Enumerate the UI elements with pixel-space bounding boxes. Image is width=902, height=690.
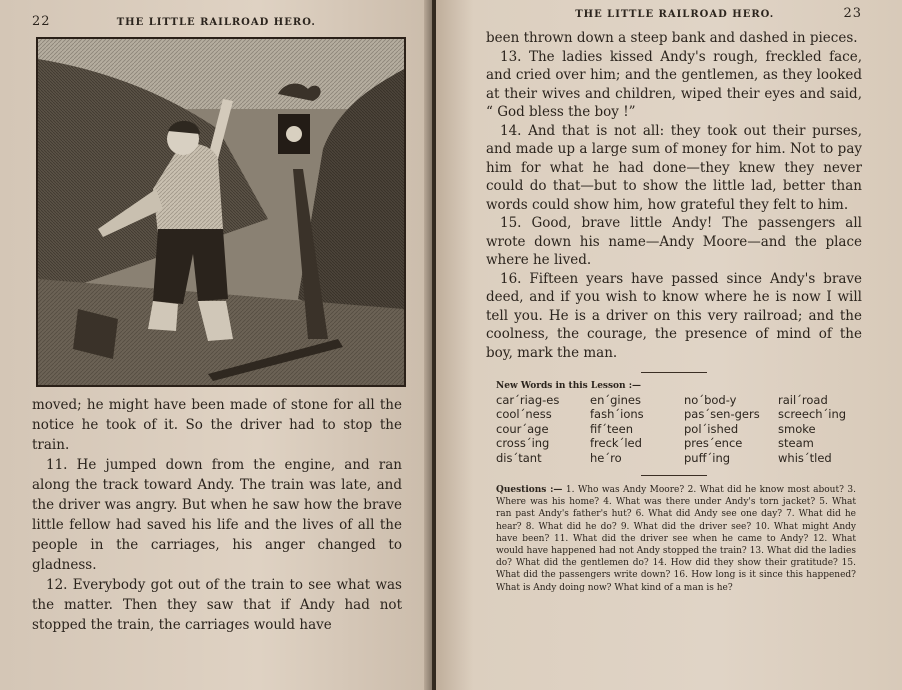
right-page [436,0,902,690]
right-running-title: THE LITTLE RAILROAD HERO. [575,9,775,20]
paragraph-13: 13. The ladies kissed Andy's rough, freckled face, and cried over him; and the gentlemen, as they looked at their wives and children, wiped their eyes and said, “ God bless the boy !” [486,48,862,120]
new-word: en´gines [590,393,641,407]
new-word: dis´tant [496,450,542,465]
section-divider [641,475,707,476]
left-running-title: THE LITTLE RAILROAD HERO. [116,17,316,28]
paragraph-12-continued: been thrown down a steep bank and dashed in pieces. [486,30,858,46]
new-word: smoke [778,421,816,436]
new-word: pol´ished [684,421,739,436]
new-word: steam [778,436,814,451]
paragraph-10-continued: moved; he might have been made of stone for all the notice he took of it. So the driver had to stop the train. [32,397,402,453]
left-page-number: 22 [32,14,51,29]
boy-stopping-train-engraving [38,39,404,385]
new-word: fash´ions [590,407,644,422]
right-running-head [486,6,862,21]
new-word: whis´tled [778,450,832,465]
questions-text: 1. Who was Andy Moore? 2. What did he know most about? 3. Where was his home? 4. What was there under Andy's torn jacket? 5. What ran past Andy's father's hut? 6. What did Andy see one day? 7. What did he hear? 8. What did he do? 9. What did the driver see? 10. What might Andy have been? 11. What did the driver see when he came to Andy? 12. What would have happened had not Andy stopped the train? 13. What did the ladies do? What did the gentlemen do? 14. How did they show their gratitude? 15. What did the passengers write down? 16. How long is it since this happened? What is Andy doing now? What kind of a man is he? [496,485,856,593]
new-word: cool´ness [496,407,552,422]
engraving-illustration [36,37,406,387]
right-page-number: 23 [843,6,862,21]
paragraph-14: 14. And that is not all: they took out their purses, and made up a large sum of money for him. Not to pay him for what he had done—they knew they never could do that—but to show the little lad, better than words could show him, how grateful they felt to him. [486,122,862,213]
right-page-text [486,29,862,362]
new-word: screech´ing [778,407,847,422]
new-words-list [496,393,862,465]
left-page-text [32,395,402,635]
new-words-title: New Words in this Lesson :— [496,381,642,391]
questions-block [496,484,856,594]
questions-label: Questions :— [496,485,563,496]
new-word: car´riag-es [496,393,560,407]
new-word: he´ro [590,450,622,465]
section-divider [641,372,707,373]
left-page [0,0,432,690]
new-word: cross´ing [496,436,550,451]
paragraph-11: 11. He jumped down from the engine, and ran along the track toward Andy. The train was late, and the driver was angry. But when he saw how the brave little fellow had saved his life and the lives of all the people in the carriages, his anger changed to gladness. [32,457,402,573]
new-word: puff´ing [684,450,731,465]
paragraph-16: 16. Fifteen years have passed since Andy's brave deed, and if you wish to know where he is now I will tell you. He is a driver on this very railroad; and the coolness, the courage, the presence of mind of the boy, mark the man. [486,270,862,361]
left-running-head [32,14,402,29]
new-word: no´bod-y [684,393,737,407]
paragraph-12: 12. Everybody got out of the train to see what was the matter. Then they saw that if Andy had not stopped the train, the carriages would have [32,577,402,633]
new-word: rail´road [778,393,828,407]
new-word: freck´led [590,436,642,451]
new-word: pas´sen-gers [684,407,760,422]
new-word: fif´teen [590,421,633,436]
paragraph-15: 15. Good, brave little Andy! The passengers all wrote down his name—Andy Moore—and the place where he lived. [486,215,862,268]
new-word: cour´age [496,421,549,436]
new-word: pres´ence [684,436,743,451]
